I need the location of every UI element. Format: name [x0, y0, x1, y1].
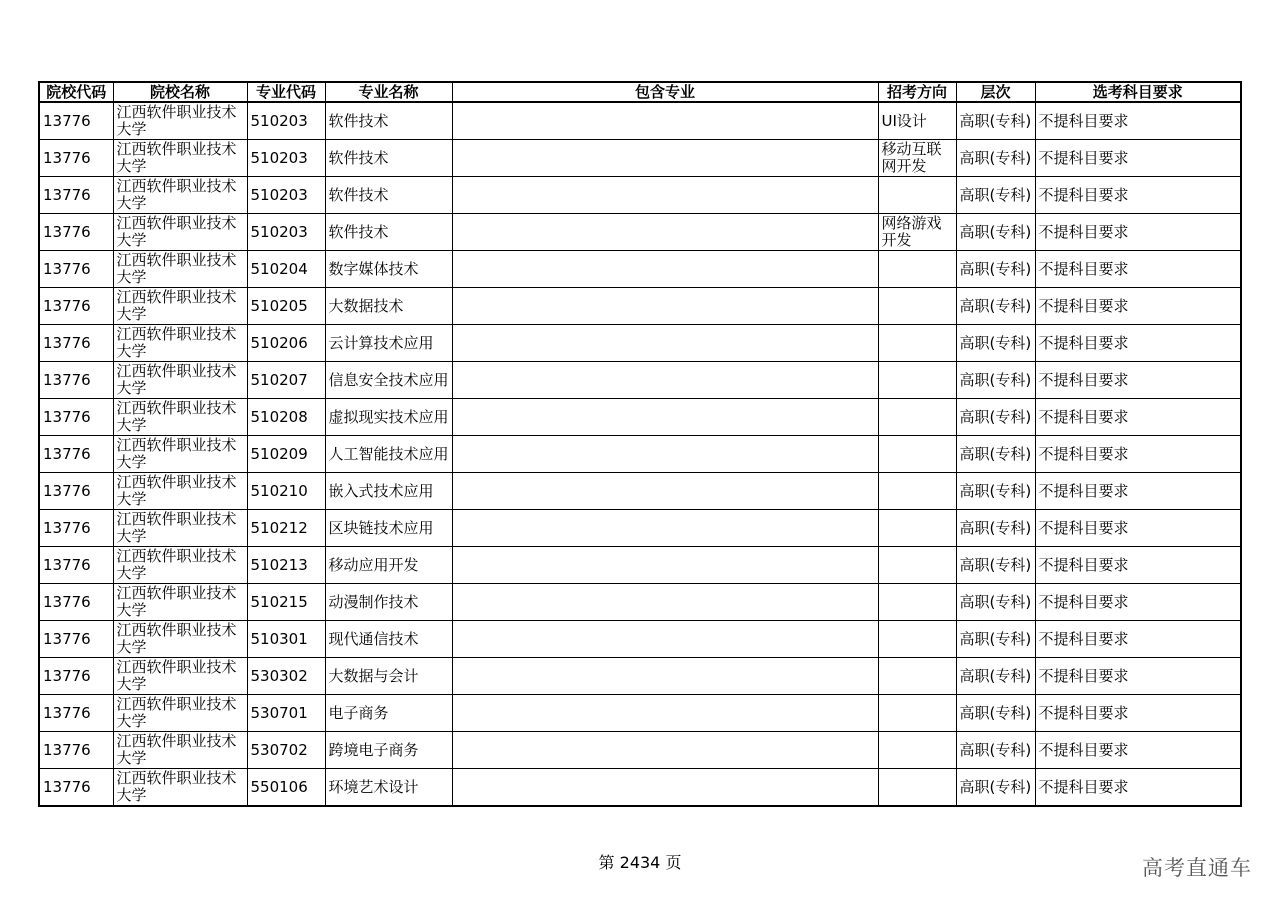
cell-subject-requirement: 不提科目要求 [1035, 140, 1241, 177]
cell-level: 高职(专科) [956, 140, 1035, 177]
cell-major-code: 510203 [247, 214, 325, 251]
table-row [39, 325, 1241, 362]
header-major-code: 专业代码 [247, 82, 325, 102]
cell-major-code: 550106 [247, 769, 325, 807]
cell-included-majors [452, 362, 878, 399]
cell-direction [878, 584, 956, 621]
table-row [39, 473, 1241, 510]
cell-school-name: 江西软件职业技术大学 [113, 177, 247, 214]
cell-included-majors [452, 732, 878, 769]
cell-included-majors [452, 102, 878, 140]
cell-subject-requirement: 不提科目要求 [1035, 436, 1241, 473]
cell-level: 高职(专科) [956, 325, 1035, 362]
cell-included-majors [452, 140, 878, 177]
cell-subject-requirement: 不提科目要求 [1035, 214, 1241, 251]
cell-subject-requirement: 不提科目要求 [1035, 658, 1241, 695]
cell-major-code: 510215 [247, 584, 325, 621]
cell-major-code: 510207 [247, 362, 325, 399]
cell-level: 高职(专科) [956, 102, 1035, 140]
cell-school-name: 江西软件职业技术大学 [113, 399, 247, 436]
cell-major-name: 软件技术 [325, 214, 452, 251]
cell-school-name: 江西软件职业技术大学 [113, 140, 247, 177]
cell-included-majors [452, 547, 878, 584]
cell-level: 高职(专科) [956, 658, 1035, 695]
cell-major-code: 510206 [247, 325, 325, 362]
cell-direction [878, 399, 956, 436]
cell-school-name: 江西软件职业技术大学 [113, 547, 247, 584]
cell-major-name: 移动应用开发 [325, 547, 452, 584]
cell-school-name: 江西软件职业技术大学 [113, 288, 247, 325]
cell-subject-requirement: 不提科目要求 [1035, 177, 1241, 214]
cell-direction [878, 362, 956, 399]
table-row [39, 695, 1241, 732]
cell-level: 高职(专科) [956, 510, 1035, 547]
cell-included-majors [452, 177, 878, 214]
table-row [39, 251, 1241, 288]
header-major-name: 专业名称 [325, 82, 452, 102]
cell-school-name: 江西软件职业技术大学 [113, 769, 247, 807]
cell-level: 高职(专科) [956, 769, 1035, 807]
table-row [39, 510, 1241, 547]
cell-school-name: 江西软件职业技术大学 [113, 362, 247, 399]
cell-direction [878, 658, 956, 695]
cell-subject-requirement: 不提科目要求 [1035, 399, 1241, 436]
cell-level: 高职(专科) [956, 621, 1035, 658]
cell-included-majors [452, 658, 878, 695]
cell-major-code: 510301 [247, 621, 325, 658]
cell-level: 高职(专科) [956, 214, 1035, 251]
cell-level: 高职(专科) [956, 732, 1035, 769]
cell-direction [878, 288, 956, 325]
cell-direction [878, 510, 956, 547]
cell-school-code: 13776 [39, 325, 113, 362]
cell-major-name: 大数据与会计 [325, 658, 452, 695]
cell-subject-requirement: 不提科目要求 [1035, 695, 1241, 732]
cell-included-majors [452, 584, 878, 621]
cell-major-name: 数字媒体技术 [325, 251, 452, 288]
cell-school-name: 江西软件职业技术大学 [113, 325, 247, 362]
cell-included-majors [452, 436, 878, 473]
table-row [39, 140, 1241, 177]
cell-school-code: 13776 [39, 658, 113, 695]
cell-major-name: 动漫制作技术 [325, 584, 452, 621]
cell-subject-requirement: 不提科目要求 [1035, 362, 1241, 399]
cell-major-name: 虚拟现实技术应用 [325, 399, 452, 436]
cell-subject-requirement: 不提科目要求 [1035, 288, 1241, 325]
cell-major-name: 环境艺术设计 [325, 769, 452, 807]
cell-school-code: 13776 [39, 547, 113, 584]
cell-subject-requirement: 不提科目要求 [1035, 732, 1241, 769]
cell-major-name: 现代通信技术 [325, 621, 452, 658]
cell-subject-requirement: 不提科目要求 [1035, 769, 1241, 807]
cell-subject-requirement: 不提科目要求 [1035, 473, 1241, 510]
enrollment-table [38, 81, 1242, 807]
cell-direction [878, 732, 956, 769]
cell-school-code: 13776 [39, 510, 113, 547]
table-row [39, 732, 1241, 769]
cell-major-name: 软件技术 [325, 102, 452, 140]
header-included-majors: 包含专业 [452, 82, 878, 102]
table-row [39, 399, 1241, 436]
cell-direction [878, 547, 956, 584]
cell-school-name: 江西软件职业技术大学 [113, 473, 247, 510]
cell-major-code: 510209 [247, 436, 325, 473]
cell-school-code: 13776 [39, 732, 113, 769]
cell-school-code: 13776 [39, 436, 113, 473]
watermark-logo: 高考直通车 [1142, 856, 1252, 880]
cell-included-majors [452, 325, 878, 362]
cell-school-code: 13776 [39, 102, 113, 140]
cell-school-name: 江西软件职业技术大学 [113, 102, 247, 140]
cell-direction [878, 769, 956, 807]
cell-level: 高职(专科) [956, 177, 1035, 214]
header-row [39, 82, 1241, 102]
cell-included-majors [452, 695, 878, 732]
table-row [39, 362, 1241, 399]
cell-major-code: 510213 [247, 547, 325, 584]
cell-level: 高职(专科) [956, 399, 1035, 436]
header-subject-requirement: 选考科目要求 [1035, 82, 1241, 102]
cell-level: 高职(专科) [956, 473, 1035, 510]
cell-major-name: 人工智能技术应用 [325, 436, 452, 473]
cell-included-majors [452, 288, 878, 325]
cell-school-name: 江西软件职业技术大学 [113, 621, 247, 658]
page-number: 第 2434 页 [598, 853, 682, 872]
cell-major-code: 510203 [247, 102, 325, 140]
cell-direction [878, 436, 956, 473]
table-body [39, 102, 1241, 806]
cell-school-code: 13776 [39, 288, 113, 325]
cell-school-name: 江西软件职业技术大学 [113, 510, 247, 547]
cell-school-name: 江西软件职业技术大学 [113, 695, 247, 732]
cell-subject-requirement: 不提科目要求 [1035, 621, 1241, 658]
cell-major-name: 区块链技术应用 [325, 510, 452, 547]
table-row [39, 288, 1241, 325]
cell-direction [878, 325, 956, 362]
cell-included-majors [452, 621, 878, 658]
cell-level: 高职(专科) [956, 251, 1035, 288]
cell-major-code: 510212 [247, 510, 325, 547]
header-direction: 招考方向 [878, 82, 956, 102]
cell-school-name: 江西软件职业技术大学 [113, 584, 247, 621]
cell-level: 高职(专科) [956, 288, 1035, 325]
header-school-code: 院校代码 [39, 82, 113, 102]
cell-subject-requirement: 不提科目要求 [1035, 547, 1241, 584]
cell-direction [878, 473, 956, 510]
cell-school-code: 13776 [39, 362, 113, 399]
cell-school-code: 13776 [39, 177, 113, 214]
cell-included-majors [452, 214, 878, 251]
cell-major-code: 530701 [247, 695, 325, 732]
cell-included-majors [452, 473, 878, 510]
header-level: 层次 [956, 82, 1035, 102]
cell-school-name: 江西软件职业技术大学 [113, 214, 247, 251]
table-row [39, 658, 1241, 695]
cell-included-majors [452, 399, 878, 436]
cell-school-code: 13776 [39, 473, 113, 510]
cell-school-code: 13776 [39, 214, 113, 251]
table-row [39, 621, 1241, 658]
cell-direction [878, 251, 956, 288]
cell-included-majors [452, 251, 878, 288]
cell-subject-requirement: 不提科目要求 [1035, 510, 1241, 547]
cell-direction [878, 177, 956, 214]
cell-direction: 网络游戏开发 [878, 214, 956, 251]
table-row [39, 102, 1241, 140]
cell-school-code: 13776 [39, 769, 113, 807]
table-row [39, 584, 1241, 621]
cell-subject-requirement: 不提科目要求 [1035, 251, 1241, 288]
cell-major-code: 510205 [247, 288, 325, 325]
cell-major-code: 510204 [247, 251, 325, 288]
cell-school-code: 13776 [39, 621, 113, 658]
cell-major-code: 510203 [247, 140, 325, 177]
cell-level: 高职(专科) [956, 695, 1035, 732]
cell-subject-requirement: 不提科目要求 [1035, 102, 1241, 140]
cell-school-code: 13776 [39, 584, 113, 621]
header-school-name: 院校名称 [113, 82, 247, 102]
table-row [39, 769, 1241, 807]
table-row [39, 547, 1241, 584]
cell-direction: 移动互联网开发 [878, 140, 956, 177]
cell-school-code: 13776 [39, 399, 113, 436]
cell-subject-requirement: 不提科目要求 [1035, 325, 1241, 362]
table-row [39, 177, 1241, 214]
cell-included-majors [452, 769, 878, 807]
cell-level: 高职(专科) [956, 584, 1035, 621]
cell-school-name: 江西软件职业技术大学 [113, 251, 247, 288]
cell-major-name: 信息安全技术应用 [325, 362, 452, 399]
cell-major-code: 510210 [247, 473, 325, 510]
cell-subject-requirement: 不提科目要求 [1035, 584, 1241, 621]
cell-major-code: 530302 [247, 658, 325, 695]
cell-school-code: 13776 [39, 251, 113, 288]
cell-direction [878, 621, 956, 658]
cell-school-name: 江西软件职业技术大学 [113, 732, 247, 769]
cell-major-code: 510203 [247, 177, 325, 214]
cell-major-name: 软件技术 [325, 140, 452, 177]
cell-school-code: 13776 [39, 140, 113, 177]
cell-level: 高职(专科) [956, 547, 1035, 584]
cell-major-name: 跨境电子商务 [325, 732, 452, 769]
cell-major-name: 电子商务 [325, 695, 452, 732]
cell-level: 高职(专科) [956, 436, 1035, 473]
cell-major-code: 510208 [247, 399, 325, 436]
cell-school-code: 13776 [39, 695, 113, 732]
cell-school-name: 江西软件职业技术大学 [113, 436, 247, 473]
cell-included-majors [452, 510, 878, 547]
cell-major-name: 软件技术 [325, 177, 452, 214]
cell-level: 高职(专科) [956, 362, 1035, 399]
cell-major-name: 大数据技术 [325, 288, 452, 325]
table-row [39, 436, 1241, 473]
table-row [39, 214, 1241, 251]
cell-direction [878, 695, 956, 732]
cell-school-name: 江西软件职业技术大学 [113, 658, 247, 695]
cell-direction: UI设计 [878, 102, 956, 140]
cell-major-code: 530702 [247, 732, 325, 769]
cell-major-name: 嵌入式技术应用 [325, 473, 452, 510]
cell-major-name: 云计算技术应用 [325, 325, 452, 362]
